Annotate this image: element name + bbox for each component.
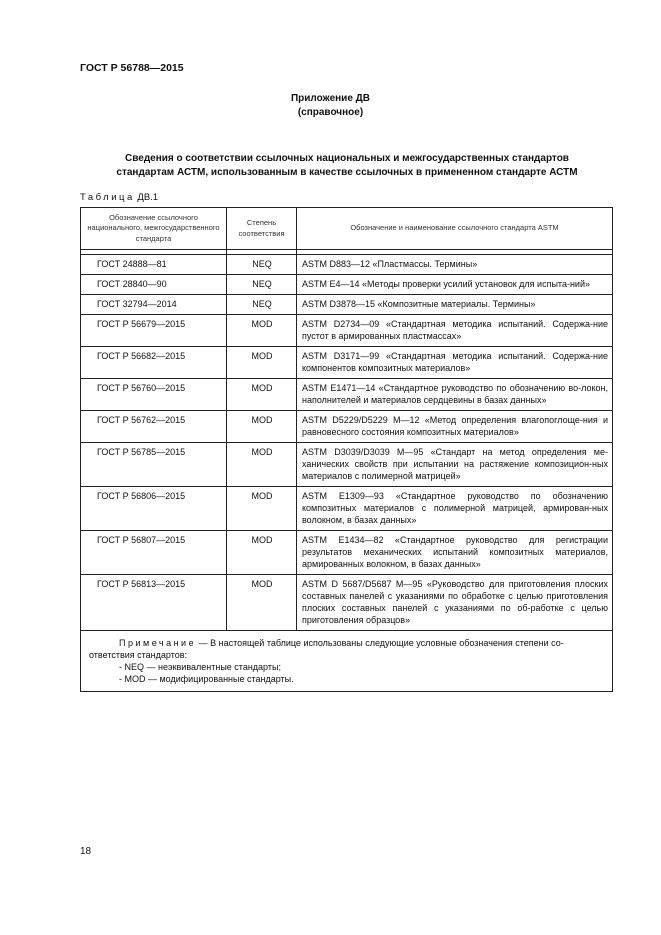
cell-description: ASTM E4—14 «Методы проверки усилий установок для испыта-ний» [297,275,613,295]
cell-degree: MOD [227,443,297,487]
cell-degree: MOD [227,575,297,631]
header-degree: Степень соответствия [227,208,297,250]
document-number: ГОСТ Р 56788—2015 [80,62,184,74]
note-item-neq: - NEQ — неэквивалентные стандарты; [119,662,281,672]
cell-description: ASTM D 5687/D5687 M—95 «Руководство для приготовления плоских составных панелей с указаниями по обработке с целью приготовления плоских составных панелей с указаниями по об-работке с целью приготовления образцов» [297,575,613,631]
header-national-standard: Обозначение ссылочного национального, межгосударственного стандарта [81,208,227,250]
table-note [81,631,613,692]
cell-description: ASTM D3039/D3039 M—95 «Стандарт на метод определения ме-ханических свойств при испытании на растяжение композицион-ных материалов с полимерной матрицей» [297,443,613,487]
cell-degree: MOD [227,347,297,379]
cell-code: ГОСТ Р 56785—2015 [81,443,227,487]
cell-degree: MOD [227,411,297,443]
table-label-number: ДВ.1 [137,192,159,203]
table-label-prefix: Таблица [80,192,135,203]
cell-degree: NEQ [227,275,297,295]
cell-description: ASTM E1309—93 «Стандартное руководство по обозначению композитных материалов с полимерной матрицей, армирован-ных волокном, в базах данных» [297,487,613,531]
cell-code: ГОСТ 32794—2014 [81,295,227,315]
table-row [81,411,613,443]
cell-description: ASTM D5229/D5229 M—12 «Метод определения влагопоглоще-ния и равновесного состояния композитных материалов» [297,411,613,443]
table-row [81,255,613,275]
cell-code: ГОСТ Р 56813—2015 [81,575,227,631]
table-row [81,379,613,411]
standards-table [80,207,613,692]
cell-degree: MOD [227,531,297,575]
cell-code: ГОСТ Р 56760—2015 [81,379,227,411]
note-item-mod: - MOD — модифицированные стандарты. [119,674,294,684]
cell-description: ASTM D2734—09 «Стандартная методика испытаний. Содержа-ние пустот в армированных пластмассах» [297,315,613,347]
cell-description: ASTM D883—12 «Пластмассы. Термины» [297,255,613,275]
note-text: — В настоящей таблице использованы следующие условные обозначения степени со-ответствия стандартов: [89,638,564,660]
table-note-row [81,631,613,692]
cell-code: ГОСТ Р 56806—2015 [81,487,227,531]
cell-description: ASTM E1434—82 «Стандартное руководство для регистрации результатов механических испытаний композитных материалов, армированных волокном, в базах данных» [297,531,613,575]
appendix-subtitle: (справочное) [297,107,364,118]
table-row [81,575,613,631]
table-label [80,192,158,203]
page-number: 18 [80,846,92,857]
table-row [81,295,613,315]
cell-degree: MOD [227,487,297,531]
cell-code: ГОСТ 24888—81 [81,255,227,275]
cell-degree: MOD [227,315,297,347]
table-row [81,275,613,295]
cell-description: ASTM D3171—99 «Стандартная методика испытаний. Содержа-ние компонентов композитных материалов» [297,347,613,379]
section-title [82,152,612,180]
cell-degree: MOD [227,379,297,411]
table-row [81,347,613,379]
table-row [81,487,613,531]
table-row [81,531,613,575]
header-astm-standard: Обозначение и наименование ссылочного стандарта ASTM [297,208,613,250]
cell-code: ГОСТ Р 56762—2015 [81,411,227,443]
section-title-line-2: стандартам АСТМ, использованным в качестве ссылочных в примененном стандарте АСТМ [116,167,578,178]
table-row [81,315,613,347]
note-label: Примечание [119,638,197,648]
appendix-title: Приложение ДВ [290,93,371,104]
cell-degree: NEQ [227,295,297,315]
cell-description: ASTM E1471—14 «Стандартное руководство по обозначению во-локон, наполнителей и материалов сердцевины в базах данных» [297,379,613,411]
cell-code: ГОСТ Р 56682—2015 [81,347,227,379]
note-paragraph [89,637,604,661]
cell-code: ГОСТ Р 56679—2015 [81,315,227,347]
cell-degree: NEQ [227,255,297,275]
section-title-line-1: Сведения о соответствии ссылочных национальных и межгосударственных стандартов [125,153,569,164]
cell-description: ASTM D3878—15 «Композитные материалы. Термины» [297,295,613,315]
cell-code: ГОСТ 28840—90 [81,275,227,295]
table-header-row [81,208,613,250]
table-row [81,443,613,487]
cell-code: ГОСТ Р 56807—2015 [81,531,227,575]
